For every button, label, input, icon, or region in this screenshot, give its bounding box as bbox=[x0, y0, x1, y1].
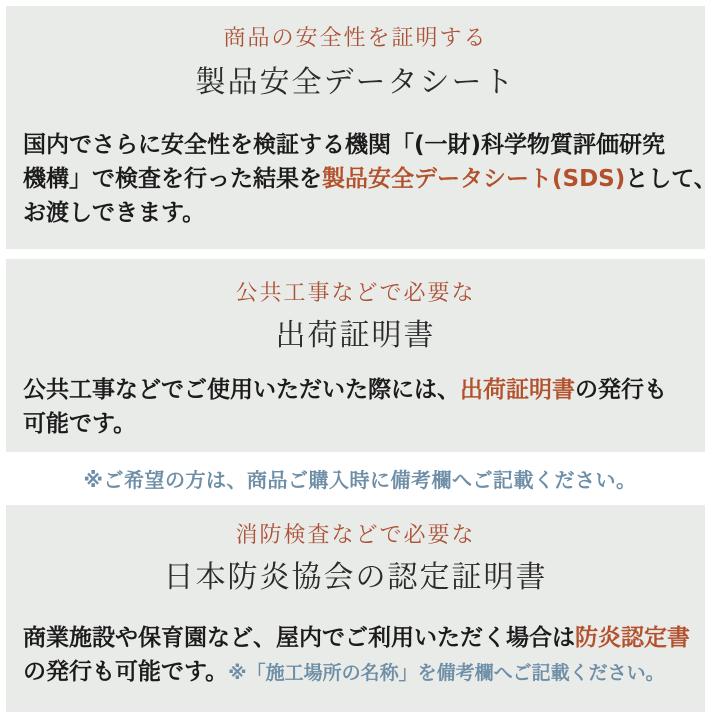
section-fireproof-certificate bbox=[6, 505, 705, 712]
body-line bbox=[23, 373, 688, 407]
section-shipping-certificate bbox=[6, 259, 705, 452]
body-line bbox=[23, 621, 688, 655]
remarks-note: ※ご希望の方は、商品ご購入時に備考欄へご記載ください。 bbox=[83, 468, 637, 492]
body-line bbox=[23, 196, 688, 230]
body-text: として、 bbox=[625, 166, 717, 192]
section-body bbox=[6, 373, 705, 441]
section-title: 出荷証明書 bbox=[275, 318, 436, 353]
section-title: 日本防炎協会の認定証明書 bbox=[163, 560, 548, 595]
body-text: 可能です。 bbox=[23, 411, 137, 437]
body-line bbox=[23, 128, 688, 162]
body-text: 公共工事などでご使用いただいた際には、 bbox=[23, 377, 460, 403]
section-title: 製品安全データシート bbox=[195, 65, 516, 100]
body-text: 機構」で検査を行った結果を bbox=[23, 166, 322, 192]
section-tagline: 消防検査などで必要な bbox=[235, 523, 476, 548]
body-text: 商業施設や保育園など、屋内でご利用いただく場合は bbox=[23, 625, 575, 651]
section-sds bbox=[6, 6, 717, 249]
body-line bbox=[23, 655, 688, 690]
section-body bbox=[6, 621, 705, 690]
highlight-text: 防炎認定書 bbox=[575, 625, 690, 651]
highlight-text: 出荷証明書 bbox=[460, 377, 575, 403]
body-line bbox=[23, 162, 717, 196]
body-line bbox=[23, 407, 688, 441]
inline-note: ※「施工場所の名称」を備考欄へご記載ください。 bbox=[228, 662, 665, 684]
section-body bbox=[6, 128, 717, 230]
section-tagline: 商品の安全性を証明する bbox=[223, 26, 488, 51]
body-text: の発行も bbox=[575, 377, 667, 403]
section-tagline: 公共工事などで必要な bbox=[235, 281, 476, 306]
body-text: の発行も可能です。 bbox=[23, 659, 229, 685]
body-text: お渡しできます。 bbox=[23, 200, 206, 226]
remarks-note-strip bbox=[0, 452, 720, 505]
body-text: 国内でさらに安全性を検証する機関「(一財)科学物質評価研究 bbox=[23, 132, 666, 158]
highlight-text: 製品安全データシート(SDS) bbox=[322, 166, 626, 192]
